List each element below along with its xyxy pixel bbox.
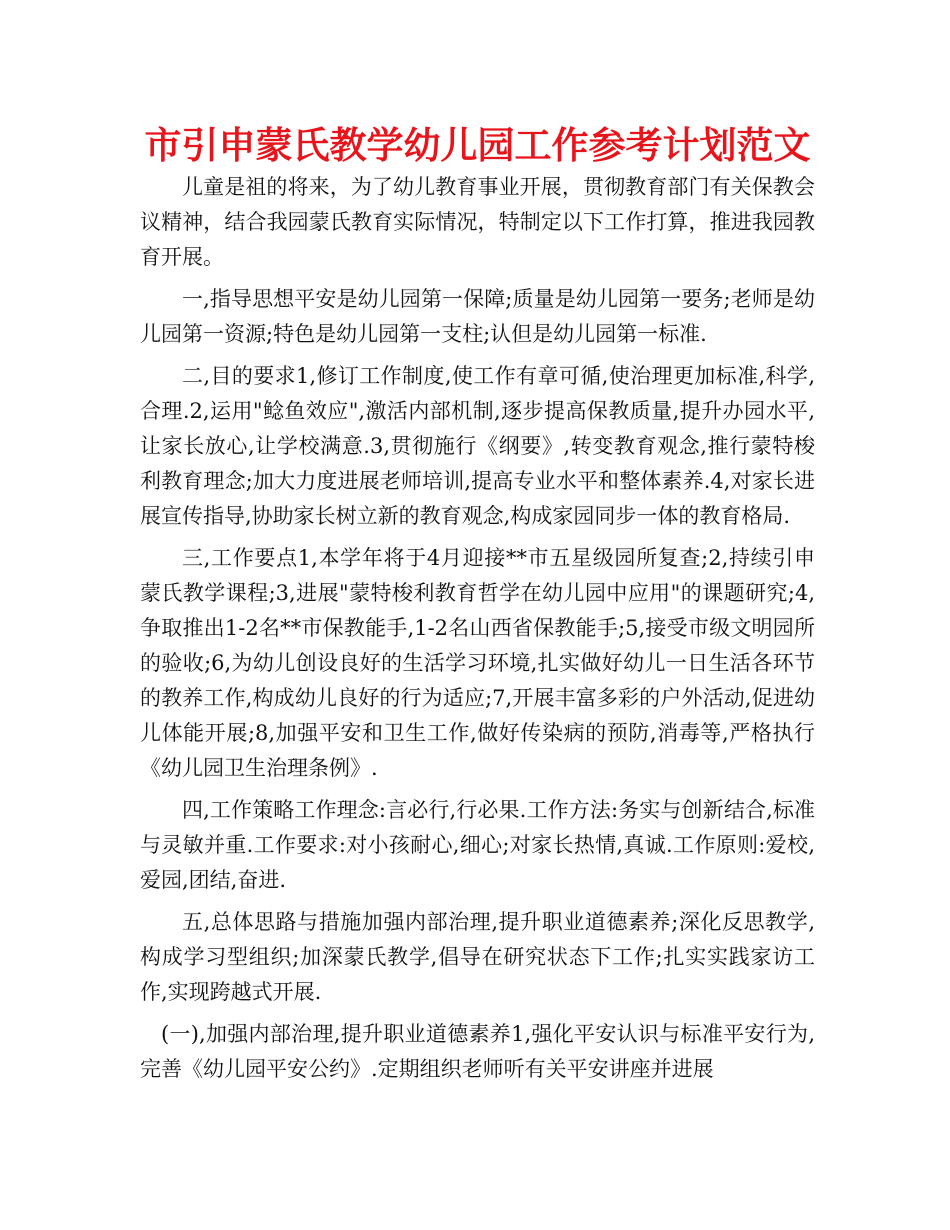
paragraph-overall-approach: 五,总体思路与措施加强内部治理,提升职业道德素养;深化反思教学,构成学习型组织;加深蒙氏教学,倡导在研究状态下工作;扎实实践家访工作,实现跨越式开展. xyxy=(140,910,815,1004)
paragraph-intro: 儿童是祖的将来，为了幼儿教育事业开展，贯彻教育部门有关保教会议精神，结合我园蒙氏教育实际情况，特制定以下工作打算，推进我园教育开展。 xyxy=(140,175,815,269)
paragraph-guiding-thought: 一,指导思想平安是幼儿园第一保障;质量是幼儿园第一要务;老师是幼儿园第一资源;特色是幼儿园第一支柱;认但是幼儿园第一标准. xyxy=(140,287,815,346)
paragraph-key-points: 三,工作要点1,本学年将于4月迎接**市五星级园所复查;2,持续引申蒙氏教学课程;3,进展"蒙特梭利教育哲学在幼儿园中应用"的课题研究;4,争取推出1-2名**市保教能手,1-2名山西省保教能手;5,接受市级文明园所的验收;6,为幼儿创设良好的生活学习环境,扎实做好幼儿一日生活各环节的教养工作,构成幼儿良好的行为适应;7,开展丰富多彩的户外活动,促进幼儿体能开展;8,加强平安和卫生工作,做好传染病的预防,消毒等,严格执行《幼儿园卫生治理条例》. xyxy=(140,546,815,780)
document-title: 市引申蒙氏教学幼儿园工作参考计划范文 xyxy=(144,124,811,167)
paragraph-strategy: 四,工作策略工作理念:言必行,行必果.工作方法:务实与创新结合,标准与灵敏并重.工作要求:对小孩耐心,细心;对家长热情,真诚.工作原则:爱校,爱园,团结,奋进. xyxy=(140,798,815,892)
paragraph-internal-management: (一),加强内部治理,提升职业道德素养1,强化平安认识与标准平安行为,完善《幼儿园平安公约》.定期组织老师听有关平安讲座并进展 xyxy=(140,1022,815,1081)
paragraph-goals: 二,目的要求1,修订工作制度,使工作有章可循,使治理更加标准,科学,合理.2,运用"鲶鱼效应",激活内部机制,逐步提高保教质量,提升办园水平,让家长放心,让学校满意.3,贯彻施行《纲要》,转变教育观念,推行蒙特梭利教育理念;加大力度进展老师培训,提高专业水平和整体素养.4,对家长进展宣传指导,协助家长树立新的教育观念,构成家园同步一体的教育格局. xyxy=(140,364,815,528)
document-page xyxy=(140,118,815,1094)
